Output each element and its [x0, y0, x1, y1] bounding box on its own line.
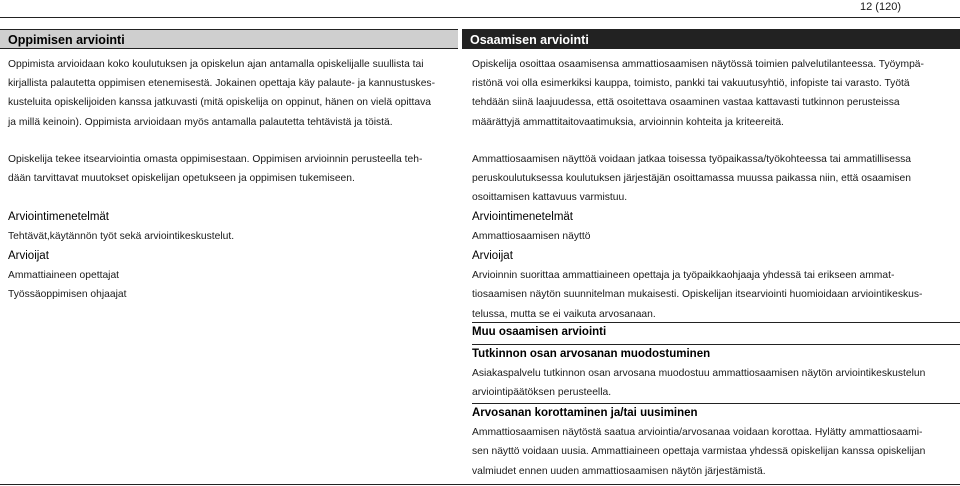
subsection-title: Muu osaamisen arviointi: [472, 326, 607, 338]
text-line: Oppimista arvioidaan koko koulutuksen ja opiskelun ajan antamalla opiskelijalle suullista tai: [8, 59, 424, 70]
text-line: määrättyjä ammattitaitovaatimuksia, arvioinnin kohteita ja kriteereitä.: [472, 116, 784, 128]
methods-title: Arviointimenetelmät: [472, 211, 573, 223]
top-rule: [0, 17, 960, 18]
text-line: ristönä voi olla esimerkiksi kauppa, toimisto, pankki tai vakuutusyhtiö, infopiste tai varasto. Työtä: [472, 78, 910, 90]
text-line: Ammattiosaamisen näyttöä voidaan jatkaa toisessa työpaikassa/työkohteessa tai ammatillisessa: [472, 154, 911, 165]
text-line: tehdään siinä laajuudessa, että osoitettava osaaminen vastaa kattavasti tutkinnon perusteissa: [472, 97, 900, 109]
right-assessors: [472, 247, 922, 324]
left-intro: [8, 55, 435, 132]
right-methods: [472, 208, 590, 246]
text-line: Arvioinnin suorittaa ammattiaineen opettaja ja työpaikkaohjaaja yhdessä tai erikseen ammat-: [472, 270, 895, 282]
text-line: telussa, mutta se ei vaikuta arvosanaan.: [472, 308, 656, 320]
text-line: sen näyttö voidaan uusia. Ammattiaineen opettaja varmistaa yhdessä opiskelijan kanssa opiskelijan: [472, 446, 926, 458]
methods-title: Arviointimenetelmät: [8, 211, 109, 223]
text-line: kirjallista palautetta oppimisen etenemisestä. Jokainen opettaja käy palaute- ja kannustuskes-: [8, 78, 435, 90]
section-header-osaamisen-arviointi: Osaamisen arviointi: [462, 29, 960, 49]
methods-text: Tehtävät,käytännön työt sekä arviointikeskustelut.: [8, 231, 235, 243]
text-line: Opiskelija osoittaa osaamisensa ammattiosaamisen näytössä toimien palvelutilanteessa. Työympä-: [472, 59, 924, 70]
left-assessors: [8, 247, 127, 305]
text-line: Ammattiosaamisen näytöstä saatua arviointia/arvosanaa voidaan korottaa. Hylätty ammattiosaami-: [472, 427, 923, 439]
left-self-evaluation: [8, 150, 422, 188]
grade-improvement: [472, 404, 925, 481]
subsection-title: Tutkinnon osan arvosanan muodostuminen: [472, 348, 711, 360]
assessor-item: Työssäoppimisen ohjaajat: [8, 289, 127, 301]
text-line: arviointipäätöksen perusteella.: [472, 387, 612, 399]
grade-formation: [472, 345, 925, 403]
text-line: Asiakaspalvelu tutkinnon osan arvosana muodostuu ammattiosaamisen näytön arviointikeskustelun: [472, 368, 926, 380]
text-line: osoittamisen kattavuus varmistuu.: [472, 192, 628, 204]
text-line: dään tarvittavat muutokset opiskelijan opetukseen ja oppimisen tukemiseen.: [8, 173, 355, 185]
text-line: peruskoulutuksessa koulutuksen järjestäjän osoittamassa muussa paikassa niin, että osaamisen: [472, 173, 912, 185]
text-line: valmiudet ennen uuden ammattiosaamisen näytön järjestämistä.: [472, 465, 766, 477]
right-intro: [472, 55, 924, 132]
bottom-rule: [0, 484, 960, 485]
page-number: 12 (120): [860, 1, 901, 13]
text-line: kusteluita opiskelijoiden kanssa jatkuvasti (mitä opiskelija on oppinut, hänen on vielä opittava: [8, 97, 431, 109]
methods-text: Ammattiosaamisen näyttö: [472, 231, 591, 243]
assessors-title: Arvioijat: [472, 250, 513, 262]
text-line: Opiskelija tekee itsearviointia omasta oppimisestaan. Oppimisen arvioinnin perusteella teh-: [8, 154, 423, 165]
left-methods: [8, 208, 234, 246]
text-line: tiosaamisen näytön suunnitelman mukaisesti. Opiskelijan itsearviointi huomioidaan arviointikeskus-: [472, 289, 923, 301]
assessors-title: Arvioijat: [8, 250, 49, 262]
text-line: ja millä keinoin). Oppimista arvioidaan myös antamalla palautetta tehtävistä ja töistä.: [8, 116, 393, 128]
other-assessment-title: [472, 323, 606, 342]
right-show-continuation: [472, 150, 911, 208]
assessor-item: Ammattiaineen opettajat: [8, 270, 120, 282]
subsection-title: Arvosanan korottaminen ja/tai uusiminen: [472, 407, 698, 419]
section-header-oppimisen-arviointi: Oppimisen arviointi: [0, 29, 458, 49]
